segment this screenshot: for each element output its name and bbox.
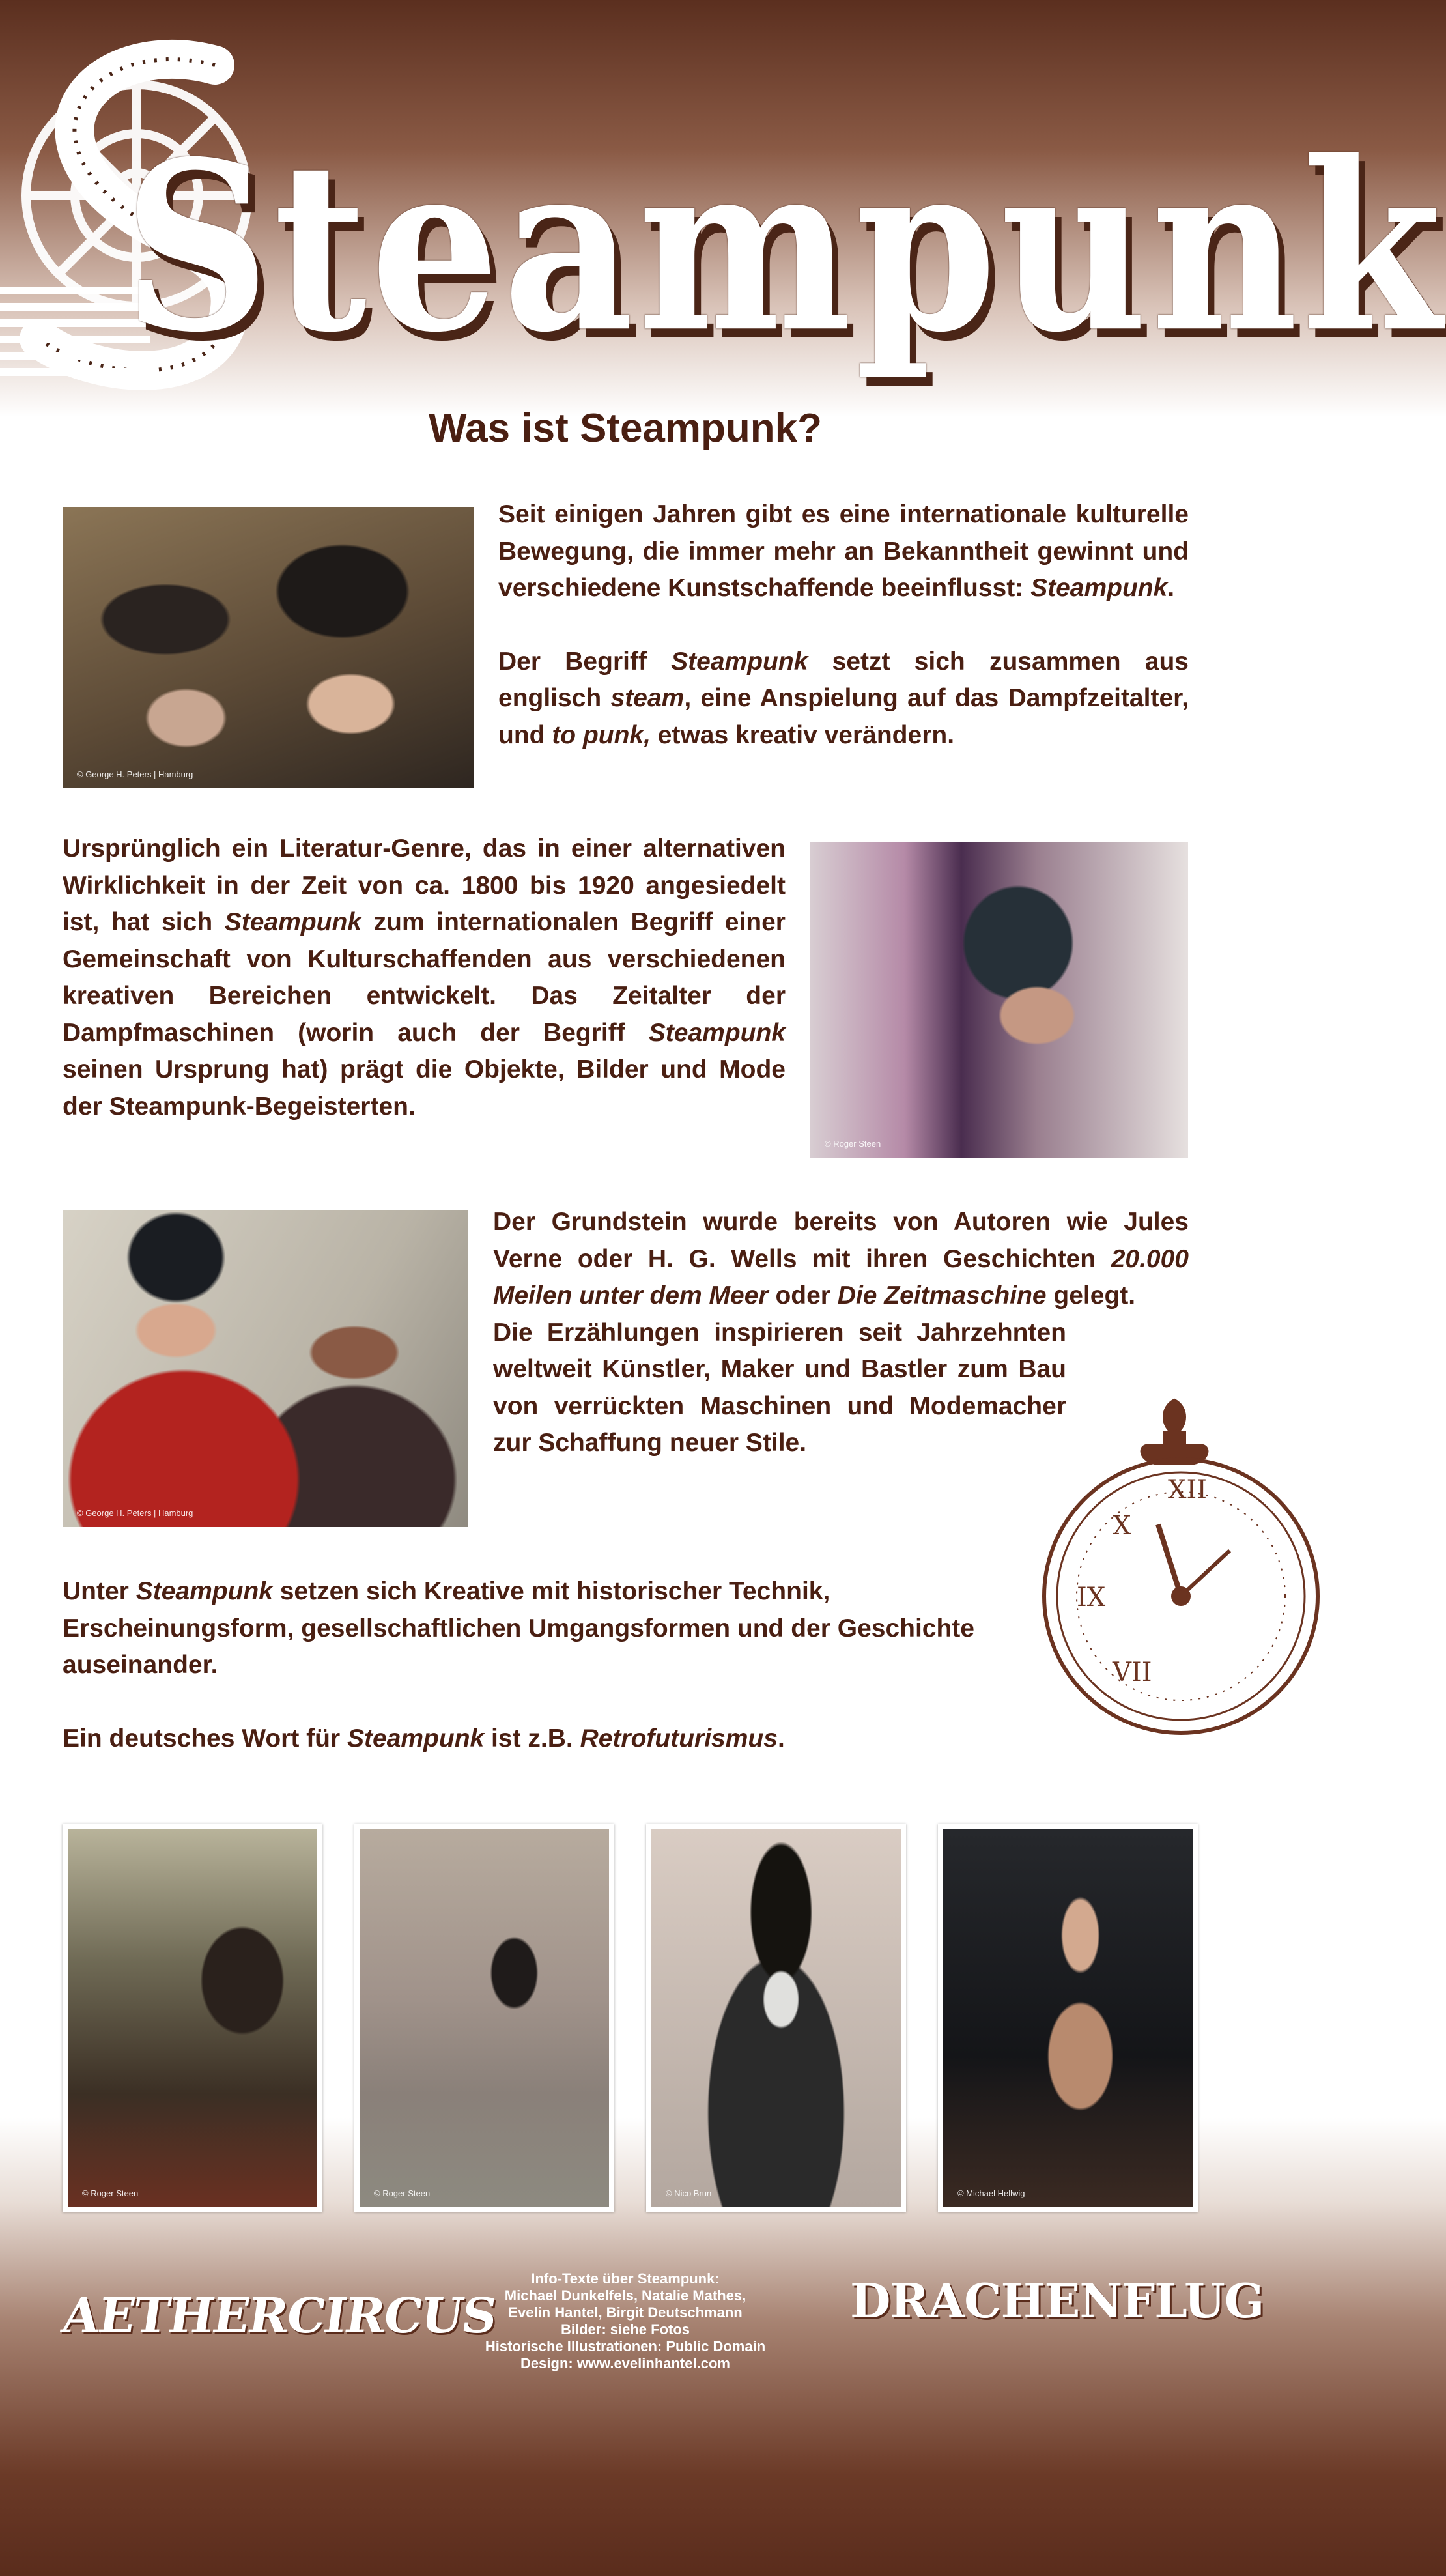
summary-paragraph: Unter Steampunk setzen sich Kreative mit historischer Technik, Erscheinungsform, gesellschaftlichen Umgangsformen und der Geschichte auseinander. [63,1577,974,1679]
credits-line: Historische Illustrationen: Public Domain [485,2338,766,2354]
photo-credit: © Roger Steen [374,2188,431,2198]
summary-text-block [63,1573,1020,1757]
svg-text:VII: VII [1113,1657,1152,1687]
photo-couple-uniform [63,1210,468,1527]
photo-credit: © George H. Peters | Hamburg [77,1508,193,1518]
svg-text:XII: XII [1168,1475,1208,1505]
pocket-watch-illustration [1041,1381,1251,1753]
intro-text-block [498,496,1189,754]
svg-text:X: X [1113,1511,1131,1541]
photo-couple-top-hats [63,507,474,788]
drachenflug-logo: DRACHENFLUG [850,2273,1264,2328]
photo-man-reading [646,1824,906,2212]
german-word-paragraph: Ein deutsches Wort für Steampunk ist z.B. Retrofuturismus. [63,1724,785,1753]
credits-line: Info-Texte über Steampunk: [531,2270,720,2287]
photo-credit: © Roger Steen [825,1139,881,1149]
photo-credit: © George H. Peters | Hamburg [77,769,193,779]
photo-credit: © Nico Brun [666,2188,712,2198]
photo-woman-steampunk-outfit [938,1824,1198,2212]
credits-line: Michael Dunkelfels, Natalie Mathes, [504,2287,746,2304]
credits-line: Design: www.evelinhantel.com [520,2355,730,2371]
intro-paragraph: Seit einigen Jahren gibt es eine internationale kulturelle Bewegung, die immer mehr an Bekanntheit gewinnt und verschiedene Kunstschaffende beeinflusst: Steampunk. [498,500,1189,602]
history-text-block [63,831,786,1125]
photo-credit: © Roger Steen [82,2188,139,2198]
photo-credit: © Michael Hellwig [957,2188,1025,2198]
photo-man-on-stilts [354,1824,614,2212]
inspiration-paragraph: Die Erzählungen inspirieren seit Jahrzehnten weltweit Künstler, Maker und Bastler zum Bau von verrückten Maschinen und Modemacher zur Schaffung neuer Stile. [493,1318,1066,1457]
credits-line: Bilder: siehe Fotos [560,2321,690,2338]
credits-line: Evelin Hantel, Birgit Deutschmann [508,2304,743,2321]
subtitle-heading: Was ist Steampunk? [428,406,823,451]
history-paragraph: Ursprünglich ein Literatur-Genre, das in einer alternativen Wirklichkeit in der Zeit von ca. 1800 bis 1920 angesiedelt ist, hat sich Steampunk zum internationalen Begriff einer Gemeinschaft von Kulturschaffenden aus verschiedenen kreativen Bereichen entwickelt. Das Zeitalter der Dampfmaschinen (worin auch der Begriff Steampunk seinen Ursprung hat) prägt die Objekte, Bilder und Mode der Steampunk-Begeisterten. [63,835,786,1121]
aethercircus-logo: AETHERCIRCUS [58,2288,500,2344]
svg-text:IX: IX [1077,1582,1106,1612]
photo-woman-feathered-hat [810,842,1188,1158]
photo-steam-engine [63,1824,322,2212]
page-title: Steampunk [124,111,1446,384]
authors-paragraph: Der Grundstein wurde bereits von Autoren wie Jules Verne oder H. G. Wells mit ihren Geschichten 20.000 Meilen unter dem Meer oder Die Zeitmaschine gelegt. [493,1208,1189,1309]
term-paragraph: Der Begriff Steampunk setzt sich zusammen aus englisch steam, eine Anspielung auf das Dampfzeitalter, und to punk, etwas kreativ verändern. [498,647,1189,749]
footer-credits [391,2270,860,2372]
